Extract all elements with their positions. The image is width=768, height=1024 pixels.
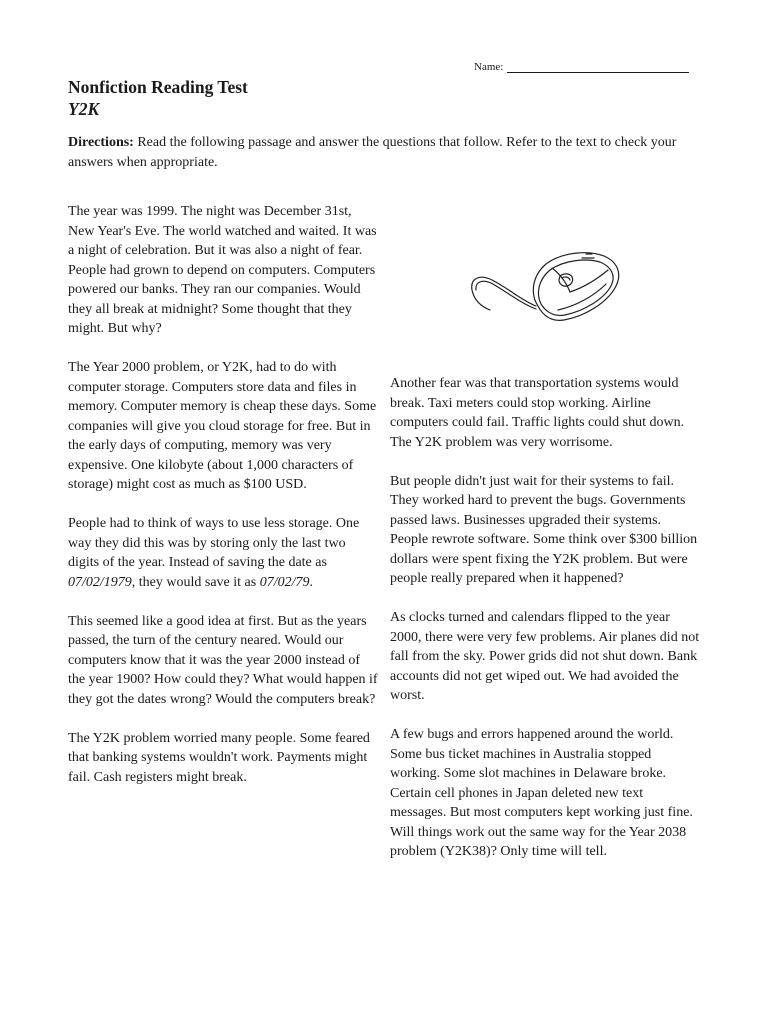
directions [68,133,698,172]
paragraph: Another fear was that transportation systems would break. Taxi meters could stop working. Airline computers could fail. Traffic lights could shut down. The Y2K problem was very worrisome. [390,376,685,450]
paragraph-text: , they would save it as [131,574,260,590]
computer-mouse-icon [466,240,626,340]
directions-text: Read the following passage and answer the questions that follow. Refer to the text to check your answers when appropriate. [68,135,677,170]
date-example-full: 07/02/1979 [68,574,132,590]
name-field[interactable] [474,60,689,73]
paragraph: The Y2K problem worried many people. Some feared that banking systems wouldn't work. Payments might fail. Cash registers might break. [68,730,370,785]
paragraph: The year was 1999. The night was December 31st, New Year's Eve. The world watched and waited. It was a night of celebration. But it was also a night of fear. People had grown to depend on computers. Computers powered our banks. They ran our companies. Would they all break at midnight? Some thought that they might. But why? [68,204,377,336]
name-blank-line[interactable] [507,60,689,73]
paragraph [68,514,380,592]
paragraph: A few bugs and errors happened around the world. Some bus ticket machines in Australia stopped working. Some slot machines in Delaware broke. Certain cell phones in Japan deleted new text messages. But most computers kept working just fine. Will things work out the same way for the Year 2038 problem (Y2K38)? Only time will tell. [390,727,693,859]
directions-label: Directions: [68,135,134,150]
paragraph: This seemed like a good idea at first. But as the years passed, the turn of the century neared. Would our computers know that it was the year 2000 instead of the year 1900? How could they? What would happen if they got the dates wrong? Would the computers break? [68,613,378,707]
name-label: Name: [474,61,504,73]
left-column [68,202,380,807]
paragraph: The Year 2000 problem, or Y2K, had to do with computer storage. Computers store data and files in memory. Computer memory is cheap these days. Some companies will give you cloud storage for free. But in the early days of computing, memory was very expensive. One kilobyte (about 1,000 characters of storage) might cost as much as $100 USD. [68,360,377,492]
right-column [390,374,702,881]
page-title: Nonfiction Reading Test [68,77,248,97]
paragraph-text: . [309,574,313,590]
paragraph: But people didn't just wait for their systems to fail. They worked hard to prevent the bugs. Governments passed laws. Businesses upgraded their systems. People rewrote software. Some think over $300 billion dollars were spent fixing the Y2K problem. But were people really prepared when it happened? [390,473,698,586]
paragraph-text: People had to think of ways to use less storage. One way they did this was by storing only the last two digits of the year. Instead of saving the date as [68,516,360,570]
paragraph: As clocks turned and calendars flipped to the year 2000, there were very few problems. Air planes did not fall from the sky. Power grids did not shut down. Bank accounts did not get wiped out. We had avoided the worst. [390,610,700,703]
page-subtitle: Y2K [68,99,100,119]
date-example-short: 07/02/79 [259,574,310,590]
